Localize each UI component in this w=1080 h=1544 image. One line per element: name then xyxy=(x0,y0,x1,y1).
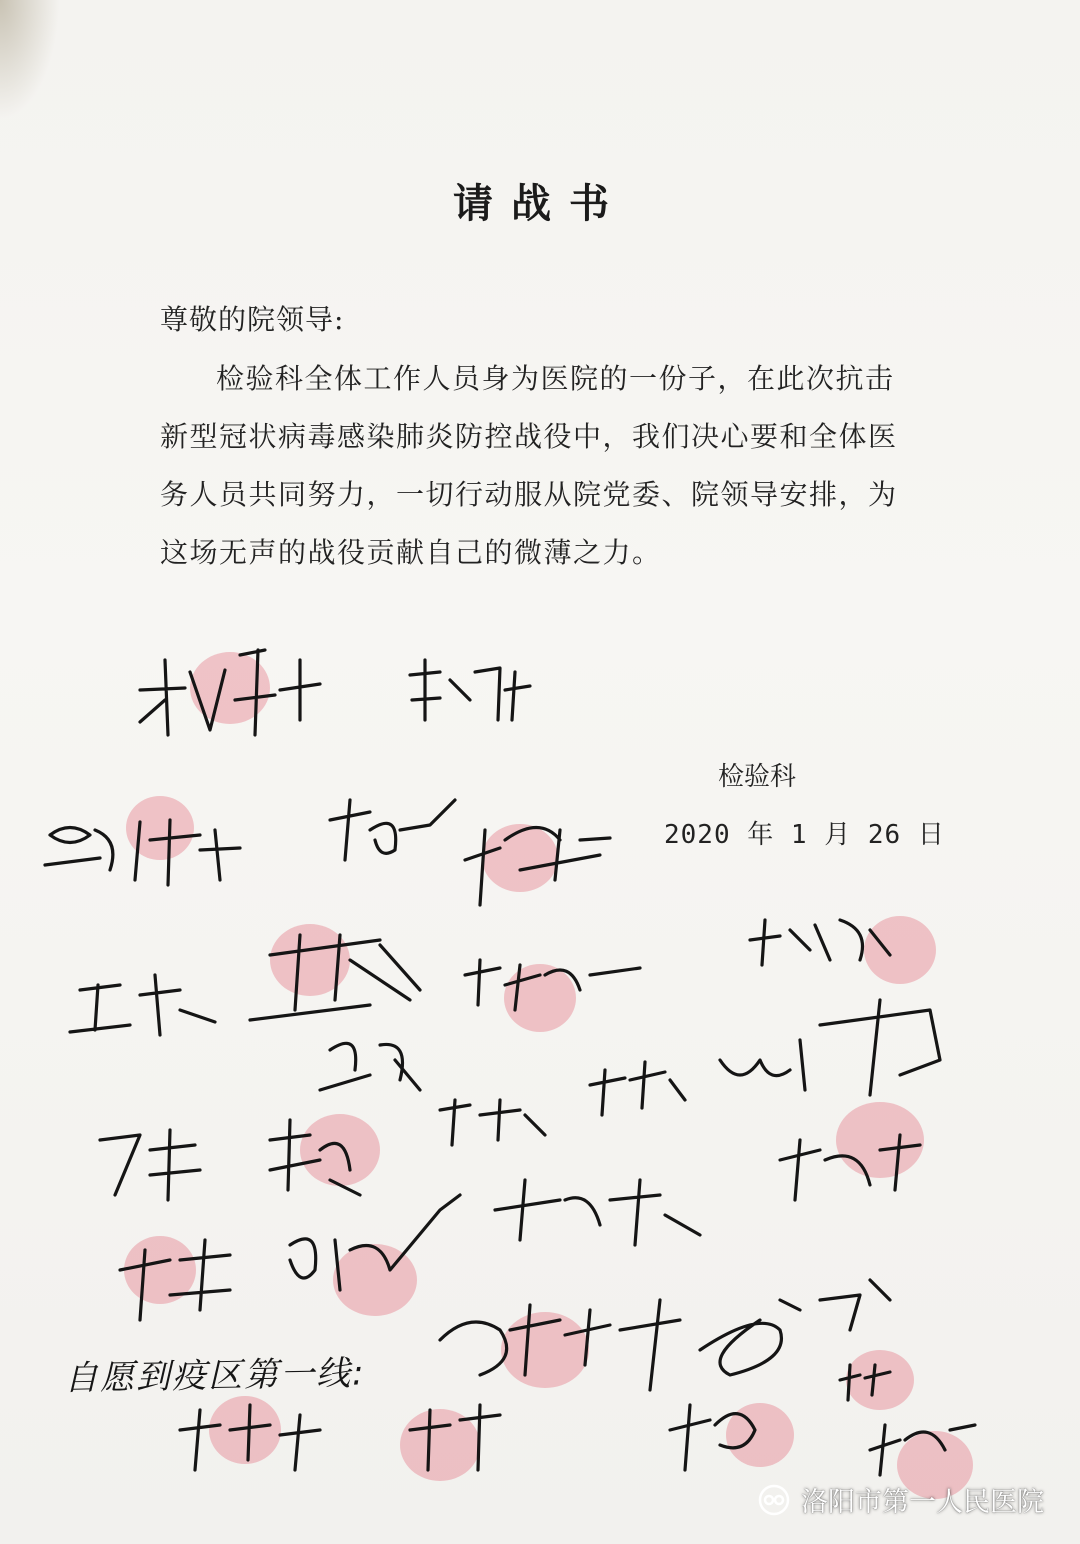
source-watermark xyxy=(757,1480,1044,1519)
body-paragraph: 检验科全体工作人员身为医院的一份子，在此次抗击新型冠状病毒感染肺炎防控战役中，我们决心要和全体医务人员共同努力，一切行动服从院党委、院领导安排，为这场无声的战役贡献自己的微薄之力。 xyxy=(160,362,898,569)
letter-date: 2020 年 1 月 26 日 xyxy=(664,820,945,850)
salutation: 尊敬的院领导: xyxy=(160,303,345,336)
document-title: 请战书 xyxy=(453,181,627,227)
wechat-channel-icon xyxy=(757,1483,791,1517)
handwritten-volunteer-note: 自愿到疫区第一线: xyxy=(63,1353,366,1399)
watermark-text: 洛阳市第一人民医院 xyxy=(801,1487,1044,1518)
department-sign-off: 检验科 xyxy=(718,762,797,792)
